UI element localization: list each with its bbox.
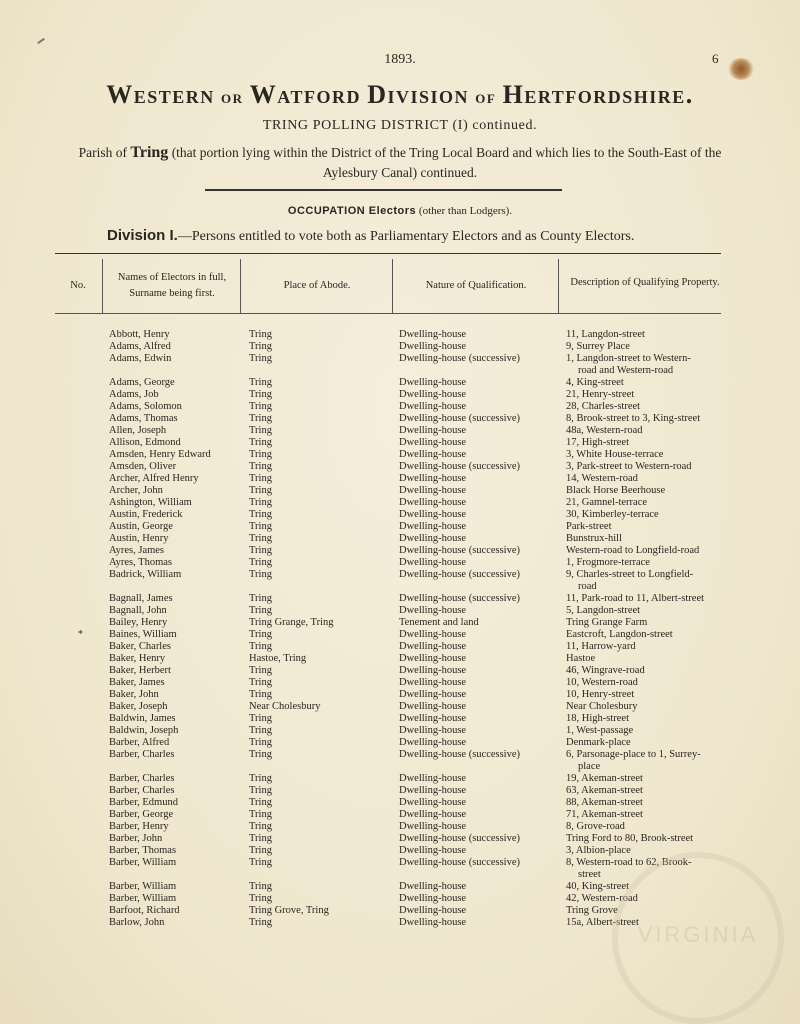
qualifying-property: 1, West-passage [566,725,634,736]
place-of-abode: Tring [249,461,272,472]
table-row [0,353,800,376]
year-heading: 1893. [384,52,416,67]
place-of-abode: Tring [249,521,272,532]
qualifying-property: Tring Grange Farm [566,617,648,628]
elector-name: Ayres, Thomas [109,557,172,568]
parish-heading: Parish of Tring (that portion lying within the District of the Tring Local Board and which lies to the South-East of the Aylesbury Canal) continued. [78,144,722,180]
place-of-abode: Tring [249,713,272,724]
elector-name: Amsden, Henry Edward [109,449,211,460]
table-row [0,401,800,413]
qualifying-property: 71, Akeman-street [566,809,643,820]
elector-name: Baker, Joseph [109,701,168,712]
page-number: 6 [712,51,719,66]
elector-name: Barber, Charles [109,785,175,796]
nature-of-qualification: Dwelling-house [399,641,467,652]
qualifying-property: Hastoe [566,653,596,664]
nature-of-qualification: Dwelling-house [399,389,467,400]
qualifying-property: 42, Western-road [566,893,638,904]
place-of-abode: Tring [249,833,272,844]
elector-name: Baker, Charles [109,641,171,652]
nature-of-qualification: Dwelling-house [399,437,467,448]
nature-of-qualification: Dwelling-house [399,557,467,568]
elector-name: Austin, George [109,521,173,532]
elector-name: Allison, Edmond [109,437,181,448]
place-of-abode: Tring [249,389,272,400]
page-title: Western or Watford Division of Hertfordshire. [106,80,694,109]
nature-of-qualification: Dwelling-house [399,797,467,808]
qualifying-property: Tring Grove [566,905,618,916]
elector-name: Barlow, John [109,917,165,928]
nature-of-qualification: Dwelling-house [399,665,467,676]
qualifying-property: Bunstrux-hill [566,533,623,544]
occupation-heading: OCCUPATION Electors (other than Lodgers). [287,205,513,217]
elector-name: Adams, George [109,377,175,388]
nature-of-qualification: Dwelling-house (successive) [399,461,521,472]
place-of-abode: Tring [249,677,272,688]
table-row [0,797,800,809]
qualifying-property: Park-street [566,521,612,532]
division-heading: Division I.—Persons entitled to vote both as Parliamentary Electors and as County Electors. [107,227,635,244]
qualifying-property: 21, Gamnel-terrace [566,497,648,508]
elector-name: Allen, Joseph [109,425,167,436]
qualifying-property: 48a, Western-road [566,425,643,436]
elector-name: Bagnall, John [109,605,167,616]
nature-of-qualification: Dwelling-house [399,449,467,460]
place-of-abode: Tring [249,497,272,508]
place-of-abode: Tring [249,353,272,364]
place-of-abode: Tring [249,533,272,544]
place-of-abode: Tring [249,665,272,676]
elector-name: Abbott, Henry [109,329,170,340]
elector-name: Barber, Henry [109,821,169,832]
qualifying-property: 3, Albion-place [566,845,631,856]
qualifying-property: 3, White House-terrace [566,449,664,460]
table-row [0,809,800,821]
nature-of-qualification: Dwelling-house [399,473,467,484]
place-of-abode: Tring [249,425,272,436]
place-of-abode: Tring [249,413,272,424]
nature-of-qualification: Dwelling-house [399,713,467,724]
nature-of-qualification: Dwelling-house [399,509,467,520]
qualifying-property: Near Cholesbury [566,701,638,712]
nature-of-qualification: Dwelling-house [399,821,467,832]
nature-of-qualification: Dwelling-house [399,605,467,616]
nature-of-qualification: Dwelling-house [399,629,467,640]
table-row [0,449,800,461]
table-row [0,461,800,473]
nature-of-qualification: Dwelling-house (successive) [399,353,521,364]
place-of-abode: Tring [249,641,272,652]
nature-of-qualification: Dwelling-house (successive) [399,833,521,844]
qualifying-property: 8, Brook-street to 3, King-street [566,413,701,424]
qualifying-property: 63, Akeman-street [566,785,643,796]
nature-of-qualification: Dwelling-house [399,845,467,856]
nature-of-qualification: Dwelling-house [399,893,467,904]
table-row [0,557,800,569]
nature-of-qualification: Dwelling-house [399,401,467,412]
elector-name: Adams, Solomon [109,401,182,412]
elector-name: Austin, Frederick [109,509,183,520]
margin-star-marker: * [78,629,83,640]
nature-of-qualification: Dwelling-house (successive) [399,857,521,868]
place-of-abode: Tring [249,845,272,856]
nature-of-qualification: Dwelling-house [399,881,467,892]
table-row [0,497,800,509]
qualifying-property-continued: street [578,869,601,880]
table-row [0,533,800,545]
nature-of-qualification: Dwelling-house [399,725,467,736]
nature-of-qualification: Dwelling-house [399,785,467,796]
qualifying-property: 3, Park-street to Western-road [566,461,692,472]
qualifying-property: 1, Frogmore-terrace [566,557,650,568]
qualifying-property: 10, Henry-street [566,689,635,700]
nature-of-qualification: Dwelling-house [399,377,467,388]
qualifying-property: 14, Western-road [566,473,638,484]
elector-name: Bailey, Henry [109,617,168,628]
table-row [0,749,800,772]
place-of-abode: Tring [249,473,272,484]
elector-name: Baker, John [109,689,159,700]
place-of-abode: Tring [249,449,272,460]
table-row [0,701,800,713]
elector-name: Adams, Job [109,389,159,400]
place-of-abode: Near Cholesbury [249,701,321,712]
nature-of-qualification: Dwelling-house (successive) [399,545,521,556]
qualifying-property: 9, Surrey Place [566,341,630,352]
elector-name: Barber, Edmund [109,797,178,808]
table-row [0,653,800,665]
place-of-abode: Tring [249,377,272,388]
elector-name: Barber, William [109,881,177,892]
qualifying-property: 19, Akeman-street [566,773,643,784]
table-row [0,725,800,737]
place-of-abode: Tring [249,557,272,568]
table-row [0,521,800,533]
place-of-abode: Tring [249,797,272,808]
nature-of-qualification: Dwelling-house [399,677,467,688]
elector-name: Barber, Charles [109,773,175,784]
table-row [0,329,800,341]
library-seal-watermark [612,852,784,1024]
nature-of-qualification: Dwelling-house [399,425,467,436]
column-header-property: Description of Qualifying Property. [570,277,720,288]
place-of-abode: Hastoe, Tring [249,653,307,664]
place-of-abode: Tring [249,689,272,700]
seal-text: VIRGINIA [637,922,759,947]
qualifying-property: Tring Ford to 80, Brook-street [566,833,694,844]
table-row [0,545,800,557]
qualifying-property: 8, Western-road to 62, Brook- [566,857,692,868]
qualifying-property: 5, Langdon-street [566,605,641,616]
table-row [0,617,800,629]
table-row [0,341,800,353]
qualifying-property-continued: road and Western-road [578,365,674,376]
nature-of-qualification: Dwelling-house [399,737,467,748]
table-row [0,665,800,677]
elector-name: Barber, Charles [109,749,175,760]
place-of-abode: Tring [249,593,272,604]
table-row [0,629,800,641]
place-of-abode: Tring [249,329,272,340]
qualifying-property: Eastcroft, Langdon-street [566,629,673,640]
elector-name: Adams, Edwin [109,353,172,364]
nature-of-qualification: Dwelling-house [399,689,467,700]
elector-name: Adams, Thomas [109,413,178,424]
qualifying-property: 8, Grove-road [566,821,625,832]
elector-name: Barber, John [109,833,163,844]
place-of-abode: Tring Grange, Tring [249,617,334,628]
qualifying-property: 17, High-street [566,437,629,448]
place-of-abode: Tring [249,785,272,796]
qualifying-property: Western-road to Longfield-road [566,545,700,556]
place-of-abode: Tring Grove, Tring [249,905,329,916]
qualifying-property: 11, Harrow-yard [566,641,636,652]
table-row [0,677,800,689]
elector-name: Baines, William [109,629,177,640]
place-of-abode: Tring [249,821,272,832]
elector-name: Barber, Alfred [109,737,170,748]
place-of-abode: Tring [249,809,272,820]
table-row [0,473,800,485]
qualifying-property: Denmark-place [566,737,631,748]
place-of-abode: Tring [249,725,272,736]
elector-name: Ayres, James [109,545,165,556]
nature-of-qualification: Dwelling-house [399,653,467,664]
place-of-abode: Tring [249,737,272,748]
elector-name: Baker, Henry [109,653,166,664]
elector-name: Barber, William [109,857,177,868]
column-header-nature: Nature of Qualification. [425,280,527,291]
column-header-abode: Place of Abode. [283,280,351,291]
table-row [0,485,800,497]
place-of-abode: Tring [249,401,272,412]
elector-name: Baldwin, Joseph [109,725,179,736]
nature-of-qualification: Dwelling-house [399,701,467,712]
place-of-abode: Tring [249,605,272,616]
table-row [0,713,800,725]
nature-of-qualification: Dwelling-house (successive) [399,569,521,580]
nature-of-qualification: Dwelling-house [399,917,467,928]
elector-name: Baker, James [109,677,165,688]
qualifying-property: 28, Charles-street [566,401,641,412]
place-of-abode: Tring [249,893,272,904]
place-of-abode: Tring [249,749,272,760]
place-of-abode: Tring [249,509,272,520]
table-row [0,641,800,653]
table-row [0,737,800,749]
place-of-abode: Tring [249,857,272,868]
nature-of-qualification: Dwelling-house [399,905,467,916]
column-header-names: Names of Electors in full, Surname being first. [117,272,227,299]
qualifying-property: 88, Akeman-street [566,797,643,808]
elector-name: Archer, John [109,485,163,496]
table-row [0,833,800,845]
place-of-abode: Tring [249,917,272,928]
table-row [0,605,800,617]
qualifying-property: 18, High-street [566,713,629,724]
qualifying-property: 6, Parsonage-place to 1, Surrey- [566,749,701,760]
elector-name: Barfoot, Richard [109,905,180,916]
table-row [0,509,800,521]
table-row [0,773,800,785]
nature-of-qualification: Dwelling-house [399,341,467,352]
place-of-abode: Tring [249,341,272,352]
nature-of-qualification: Dwelling-house (successive) [399,413,521,424]
qualifying-property-continued: place [578,761,601,772]
elector-name: Austin, Henry [109,533,169,544]
table-row [0,593,800,605]
elector-name: Barber, George [109,809,174,820]
district-heading: TRING POLLING DISTRICT (I) continued. [262,118,538,133]
nature-of-qualification: Dwelling-house [399,329,467,340]
table-row [0,785,800,797]
elector-name: Barber, William [109,893,177,904]
qualifying-property: 46, Wingrave-road [566,665,645,676]
nature-of-qualification: Dwelling-house [399,773,467,784]
nature-of-qualification: Dwelling-house [399,521,467,532]
elector-name: Amsden, Oliver [109,461,177,472]
table-row [0,437,800,449]
nature-of-qualification: Dwelling-house (successive) [399,593,521,604]
place-of-abode: Tring [249,545,272,556]
table-row [0,821,800,833]
qualifying-property: 21, Henry-street [566,389,635,400]
nature-of-qualification: Dwelling-house (successive) [399,749,521,760]
table-row [0,389,800,401]
place-of-abode: Tring [249,629,272,640]
elector-name: Barber, Thomas [109,845,177,856]
qualifying-property: 30, Kimberley-terrace [566,509,659,520]
qualifying-property: 9, Charles-street to Longfield- [566,569,694,580]
table-row [0,413,800,425]
table-row [0,689,800,701]
qualifying-property: 10, Western-road [566,677,638,688]
qualifying-property: 1, Langdon-street to Western- [566,353,691,364]
nature-of-qualification: Tenement and land [399,617,479,628]
elector-name: Ashington, William [109,497,192,508]
place-of-abode: Tring [249,485,272,496]
column-header-no: No. [70,280,86,291]
table-row [0,569,800,592]
nature-of-qualification: Dwelling-house [399,485,467,496]
elector-name: Archer, Alfred Henry [109,473,199,484]
elector-name: Adams, Alfred [109,341,171,352]
nature-of-qualification: Dwelling-house [399,809,467,820]
qualifying-property: 4, King-street [566,377,624,388]
nature-of-qualification: Dwelling-house [399,497,467,508]
qualifying-property: 15a, Albert-street [566,917,639,928]
qualifying-property: 40, King-street [566,881,629,892]
nature-of-qualification: Dwelling-house [399,533,467,544]
elector-name: Badrick, William [109,569,182,580]
qualifying-property: 11, Park-road to 11, Albert-street [566,593,705,604]
elector-name: Baker, Herbert [109,665,171,676]
qualifying-property: 11, Langdon-street [566,329,645,340]
elector-name: Baldwin, James [109,713,176,724]
table-row [0,377,800,389]
place-of-abode: Tring [249,569,272,580]
place-of-abode: Tring [249,881,272,892]
elector-name: Bagnall, James [109,593,173,604]
qualifying-property-continued: road [578,581,597,592]
qualifying-property: Black Horse Beerhouse [566,485,666,496]
place-of-abode: Tring [249,773,272,784]
table-row [0,425,800,437]
place-of-abode: Tring [249,437,272,448]
